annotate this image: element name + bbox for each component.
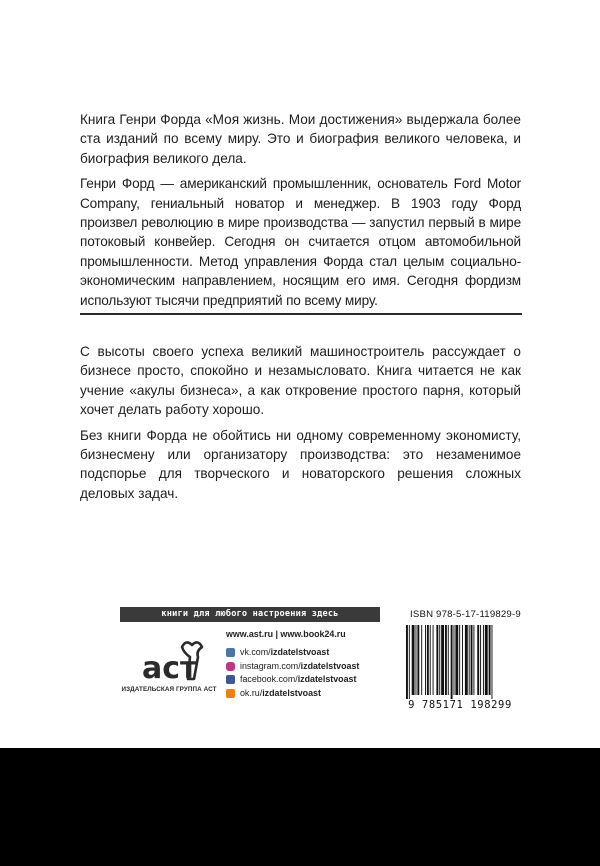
barcode-bar — [459, 625, 460, 695]
social-link-facebook[interactable]: facebook.com/izdatelstvoast — [226, 673, 359, 687]
facebook-icon — [226, 675, 235, 684]
barcode-bar — [445, 625, 447, 695]
barcode-bar — [439, 625, 440, 695]
barcode-bar — [406, 625, 408, 699]
publisher-name: ИЗДАТЕЛЬСКАЯ ГРУППА АСТ — [121, 686, 217, 693]
barcode-icon — [396, 623, 524, 711]
bottom-black-band — [0, 748, 600, 866]
barcode-bar — [451, 625, 453, 699]
paragraph-intro: Книга Генри Форда «Моя жизнь. Мои достижения» выдержала более ста изданий по всему миру. Это и биография великого человека, и биография великого дела. — [80, 112, 521, 166]
barcode-bar — [471, 625, 473, 695]
barcode-bar — [436, 625, 438, 695]
paragraph-style: С высоты своего успеха великий машиностроитель рассуждает о бизнесе просто, спокойно и незамысловато. Книга читается не как учение «акулы бизнеса», а как откровение простого парня, который хочет делать работу хорошо. — [80, 344, 521, 418]
section-divider — [80, 313, 522, 315]
social-link-instagram[interactable]: instagram.com/izdatelstvoast — [226, 660, 359, 674]
barcode-bar — [409, 625, 410, 699]
barcode-bar — [473, 625, 474, 695]
barcode-bar — [485, 625, 488, 695]
ast-logo-icon — [120, 633, 220, 693]
barcode-bar — [477, 625, 479, 695]
barcode-bar — [455, 625, 458, 695]
barcode-bar — [441, 625, 444, 695]
barcode-bar — [469, 625, 470, 695]
barcode-bar — [465, 625, 468, 695]
social-links — [226, 646, 359, 700]
publisher-websites[interactable]: www.ast.ru | www.book24.ru — [226, 629, 346, 639]
logo-text: аст — [142, 651, 198, 686]
instagram-icon — [226, 662, 235, 671]
vk-icon — [226, 648, 235, 657]
description-bottom — [80, 342, 521, 509]
barcode-bar — [430, 625, 431, 695]
social-link-vk[interactable]: vk.com/izdatelstvoast — [226, 646, 359, 660]
description-top — [80, 110, 521, 316]
paragraph-biography: Генри Форд — американский промышленник, основатель Ford Motor Company, гениальный новатор и менеджер. В 1903 году Форд произвел революцию в мире производства — запустил первый в мире потоковый конвейер. Сегодня он считается отцом автомобильной промышленности. Метод управления Форда стал целым социально-экономическим направлением, носящим его имя. Сегодня фордизм используют тысячи предприятий по всему миру. — [80, 176, 521, 308]
barcode-bar — [489, 625, 491, 695]
paragraph-audience: Без книги Форда не обойтись ни одному современному экономисту, бизнесмену или организатору производства: это незаменимое подспорье для творческого и новаторского решения сложных деловых задач. — [80, 427, 521, 501]
barcode-bar — [483, 625, 484, 695]
barcode-bar — [462, 625, 463, 695]
barcode-bar — [417, 625, 419, 695]
barcode-bar — [454, 625, 455, 695]
barcode-bar — [433, 625, 434, 695]
isbn-label: ISBN 978-5-17-119829-9 — [410, 609, 521, 620]
barcode-bar — [421, 625, 422, 695]
barcode-bar — [492, 625, 493, 699]
social-link-odnoklassniki[interactable]: ok.ru/izdatelstvoast — [226, 687, 359, 701]
barcode-bar — [412, 625, 415, 695]
barcode-bar — [427, 625, 429, 695]
barcode-bar — [480, 625, 481, 695]
barcode-bar — [448, 625, 449, 695]
publisher-tagline: книги для любого настроения здесь — [120, 607, 380, 622]
odnoklassniki-icon — [226, 689, 235, 698]
barcode-bar — [425, 625, 426, 695]
barcode-bar — [416, 625, 417, 695]
barcode-digits: 9 785171 198299 — [408, 699, 512, 711]
